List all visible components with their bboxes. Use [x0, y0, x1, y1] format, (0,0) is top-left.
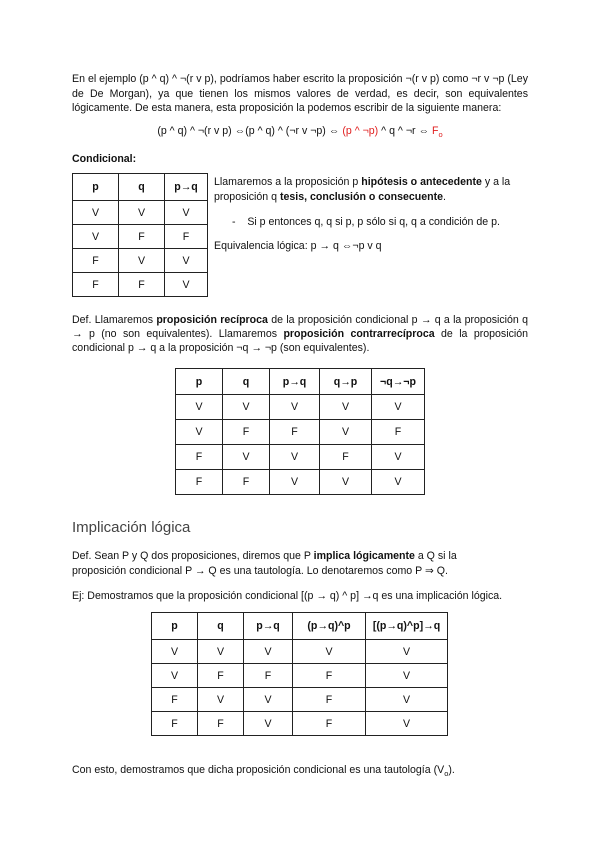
table-header-cell: q — [223, 369, 270, 395]
table-cell: F — [152, 712, 198, 736]
desc-text-c: y a la proposición q — [214, 176, 511, 203]
conclusion-text-a: Con esto, demostramos que dicha proposición condicional es una tautología (V — [72, 764, 445, 776]
table-cell: F — [320, 445, 372, 470]
table-header-cell: p→q — [270, 369, 320, 395]
condicional-heading-text: Condicional: — [72, 153, 137, 165]
conclusion-text-c: ). — [448, 764, 455, 776]
table-header-cell: q→p — [320, 369, 372, 395]
table-row — [176, 470, 425, 495]
formula-part-2: ^ q ^ ¬r ⇔ — [378, 125, 433, 137]
reading-forms-bullet — [232, 215, 500, 229]
table-cell: V — [372, 470, 425, 495]
bullet-dash: - — [232, 216, 236, 228]
table-header-cell: p — [73, 174, 119, 201]
table-header-row — [73, 174, 208, 201]
reciprocal-truth-table — [175, 368, 425, 495]
table-header-row — [152, 613, 448, 640]
table-row — [73, 225, 208, 249]
table-row — [73, 273, 208, 297]
section-heading-implicacion: Implicación lógica — [72, 519, 191, 536]
table-header-cell: p — [152, 613, 198, 640]
table-cell: V — [270, 395, 320, 420]
table-header-cell: p→q — [165, 174, 208, 201]
table-header-cell: q — [119, 174, 165, 201]
table-cell: V — [366, 712, 448, 736]
desc-text-e: . — [443, 191, 446, 203]
table-cell: V — [293, 640, 366, 664]
table-row — [176, 420, 425, 445]
table-cell: V — [152, 664, 198, 688]
table-cell: V — [73, 225, 119, 249]
conclusion-paragraph — [72, 763, 528, 782]
table-cell: V — [244, 640, 293, 664]
condicional-heading — [72, 152, 528, 167]
table-header-cell: [(p→q)^p]→q — [366, 613, 448, 640]
table-row — [73, 201, 208, 225]
impl-def-term: implica lógicamente — [313, 550, 415, 562]
def1-term-contrareciprocal: proposición contrarrecíproca — [283, 328, 435, 341]
impl-def-text-a: Def. Sean P y Q dos proposiciones, diremos que P — [72, 550, 314, 562]
table-cell: F — [176, 470, 223, 495]
table-cell: F — [244, 664, 293, 688]
table-cell: V — [270, 445, 320, 470]
table-cell: F — [119, 273, 165, 297]
table-cell: V — [270, 470, 320, 495]
formula-contradiction: (p ^ ¬p) — [342, 125, 379, 137]
table-cell: V — [152, 640, 198, 664]
table-header-row — [176, 369, 425, 395]
table-header-cell: (p→q)^p — [293, 613, 366, 640]
table-cell: V — [320, 470, 372, 495]
table-cell: F — [293, 664, 366, 688]
table-cell: V — [244, 712, 293, 736]
table-cell: F — [176, 445, 223, 470]
reciprocal-definition — [72, 313, 528, 356]
table-header-cell: ¬q→¬p — [372, 369, 425, 395]
table-cell: V — [73, 201, 119, 225]
conclusion-subscript: o — [444, 769, 449, 779]
def1-text-c: de la proposición condicional p → q a la proposición q → p (no son equivalentes). Llamaremos — [72, 314, 528, 341]
table-cell: V — [223, 445, 270, 470]
table-header-cell: p — [176, 369, 223, 395]
table-cell: V — [223, 395, 270, 420]
table-cell: V — [119, 249, 165, 273]
table-cell: V — [372, 395, 425, 420]
table-cell: V — [366, 664, 448, 688]
implication-definition — [72, 549, 512, 578]
table-cell: F — [73, 249, 119, 273]
table-cell: V — [320, 395, 372, 420]
intro-paragraph: En el ejemplo (p ^ q) ^ ¬(r v p), podríamos haber escrito la proposición ¬(r v p) como ¬r v ¬p (Ley de De Morgan), ya que tienen los mismos valores de verdad, es decir, son equivalentes lógicamente. De esta manera, esta proposición la podemos escribir de la siguiente manera: — [72, 73, 528, 114]
impl-def-text-c: a Q si la proposición condicional P → Q es una tautología. Lo denotaremos como P ⇒ Q. — [72, 550, 457, 577]
desc-text-a: Llamaremos a la proposición p — [214, 176, 362, 188]
table-cell: V — [372, 445, 425, 470]
table-row — [152, 664, 448, 688]
table-cell: F — [223, 420, 270, 445]
desc-term-hypothesis: hipótesis o antecedente — [361, 176, 482, 188]
table-cell: V — [165, 249, 208, 273]
table-row — [152, 640, 448, 664]
formula-f-subscript: o — [438, 130, 443, 140]
table-cell: V — [366, 688, 448, 712]
table-cell: F — [73, 273, 119, 297]
table-row — [176, 395, 425, 420]
equivalence-formula — [72, 124, 528, 142]
table-cell: V — [176, 395, 223, 420]
table-cell: F — [198, 712, 244, 736]
table-cell: V — [198, 688, 244, 712]
def1-term-reciprocal: proposición recíproca — [156, 314, 268, 326]
def1-text-e: de la proposición condicional p → q a la proposición ¬q → ¬p (son equivalentes). — [72, 328, 529, 355]
table-cell: V — [176, 420, 223, 445]
table-cell: V — [119, 201, 165, 225]
table-cell: F — [119, 225, 165, 249]
table-header-cell: q — [198, 613, 244, 640]
table-cell: F — [165, 225, 208, 249]
table-cell: F — [223, 470, 270, 495]
formula-part-1: (p ^ q) ^ ¬(r v p) ⇔(p ^ q) ^ (¬r v ¬p) ⇔ — [157, 125, 343, 137]
table-cell: F — [372, 420, 425, 445]
table-cell: V — [244, 688, 293, 712]
table-cell: V — [165, 201, 208, 225]
implication-truth-table — [151, 612, 448, 736]
table-cell: F — [198, 664, 244, 688]
antecedent-description — [214, 175, 528, 205]
table-header-cell: p→q — [244, 613, 293, 640]
def1-text-a: Def. Llamaremos — [72, 314, 157, 326]
table-cell: F — [293, 688, 366, 712]
desc-term-thesis: tesis, conclusión o consecuente — [279, 191, 444, 203]
formula-f-letter: F — [432, 125, 439, 137]
logical-equivalence-line: Equivalencia lógica: p → q ⇔¬p v q — [214, 240, 382, 252]
table-cell: V — [198, 640, 244, 664]
conditional-truth-table — [72, 173, 208, 297]
bullet-text: Si p entonces q, q si p, p sólo si q, q a condición de p. — [247, 216, 500, 228]
implication-example: Ej: Demostramos que la proposición condicional [(p → q) ^ p] →q es una implicación lógica. — [72, 590, 503, 602]
table-cell: F — [270, 420, 320, 445]
formula-false-value — [432, 125, 443, 140]
table-row — [152, 712, 448, 736]
table-row — [152, 688, 448, 712]
table-cell: V — [366, 640, 448, 664]
table-row — [73, 249, 208, 273]
table-cell: F — [152, 688, 198, 712]
table-row — [176, 445, 425, 470]
table-cell: V — [320, 420, 372, 445]
table-cell: V — [165, 273, 208, 297]
table-cell: F — [293, 712, 366, 736]
